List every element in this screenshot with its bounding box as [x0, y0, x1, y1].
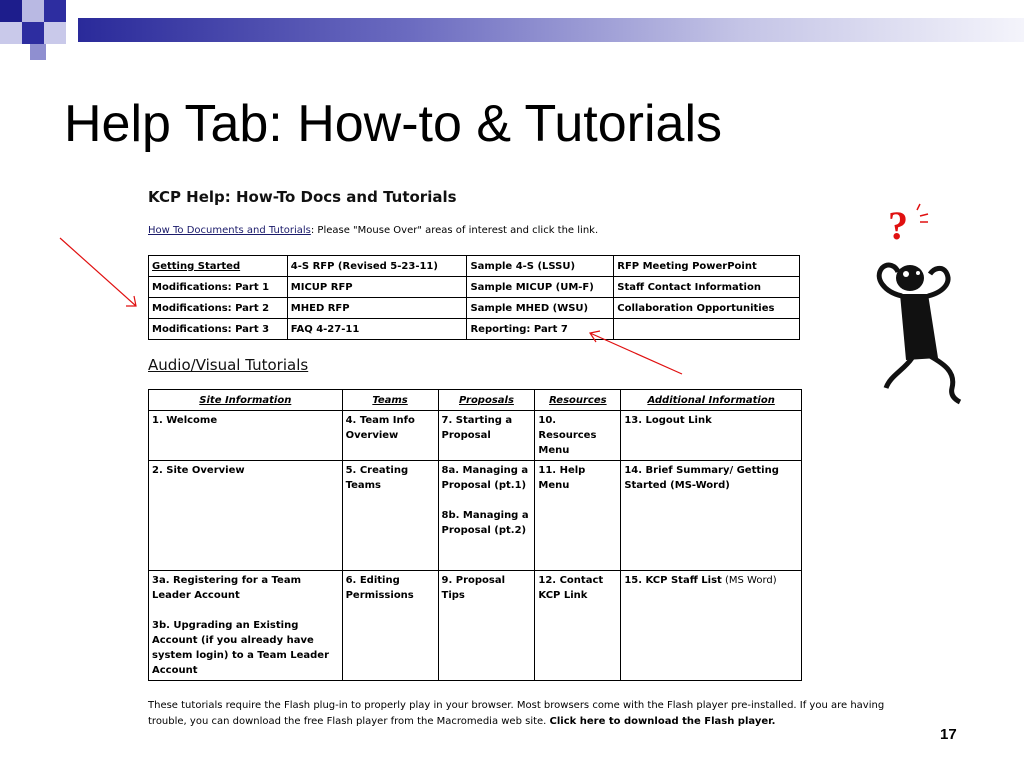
tutorial-link[interactable]: 10. Resources Menu [538, 415, 597, 456]
tutorial-link[interactable]: 8b. Managing a Proposal (pt.2) [441, 510, 529, 536]
tutorial-link[interactable]: 3a. Registering for a Team Leader Account [152, 575, 301, 601]
tutorial-link[interactable]: 2. Site Overview [152, 465, 245, 476]
howto-link[interactable]: Modifications: Part 2 [149, 298, 288, 319]
tutorial-link[interactable]: 13. Logout Link [624, 415, 712, 426]
doc-title: KCP Help: How-To Docs and Tutorials [148, 188, 457, 206]
arrow-right [590, 331, 682, 374]
howto-link[interactable]: Getting Started [149, 256, 288, 277]
howto-link[interactable]: Sample MHED (WSU) [467, 298, 614, 319]
howto-docs-link[interactable]: How To Documents and Tutorials [148, 225, 311, 236]
intro-text: : Please "Mouse Over" areas of interest and click the link. [310, 225, 599, 236]
arrow-left [60, 238, 136, 306]
tutorial-link[interactable]: 12. Contact KCP Link [538, 575, 604, 601]
tutorial-link[interactable]: 4. Team Info Overview [345, 415, 415, 441]
tutorial-link[interactable]: 15. KCP Staff List [624, 575, 722, 586]
av-tutorials-title: Audio/Visual Tutorials [148, 356, 309, 374]
howto-link[interactable]: FAQ 4-27-11 [287, 319, 467, 340]
confused-person-icon [860, 200, 990, 410]
column-header-additional-information: Additional Information [621, 390, 802, 411]
howto-link[interactable]: Modifications: Part 3 [149, 319, 288, 340]
howto-link[interactable]: Modifications: Part 1 [149, 277, 288, 298]
column-header-site-information: Site Information [149, 390, 343, 411]
tutorial-link[interactable]: 3b. Upgrading an Existing Account (if you already have system login) to a Team Leader Account [152, 620, 330, 676]
tutorial-link[interactable]: 7. Starting a Proposal [441, 415, 513, 441]
slide-title: Help Tab: How-to & Tutorials [64, 95, 722, 153]
tutorial-link[interactable]: 14. Brief Summary/ Getting Started (MS-Word) [624, 465, 779, 491]
tutorial-link[interactable]: 6. Editing Permissions [345, 575, 414, 601]
tutorial-link[interactable]: 8a. Managing a Proposal (pt.1) [441, 465, 529, 491]
column-header-teams: Teams [342, 390, 438, 411]
howto-link[interactable]: MHED RFP [287, 298, 467, 319]
howto-link[interactable]: MICUP RFP [287, 277, 467, 298]
column-header-proposals: Proposals [438, 390, 535, 411]
flash-notice-text: These tutorials require the Flash plug-in to properly play in your browser. Most browsers come with the Flash player pre-installed. If you are having trouble, you can download the free Flash player from the Macromedia web site. [148, 700, 885, 727]
tutorial-link[interactable]: 1. Welcome [152, 415, 218, 426]
file-type-note: (MS Word) [721, 575, 777, 586]
howto-link[interactable]: Staff Contact Information [614, 277, 800, 298]
question-mark-icon: ? [888, 203, 908, 248]
howto-link[interactable]: Collaboration Opportunities [614, 298, 800, 319]
page-number: 17 [940, 726, 957, 743]
tutorial-link[interactable]: 9. Proposal Tips [441, 575, 506, 601]
howto-link[interactable]: RFP Meeting PowerPoint [614, 256, 800, 277]
download-flash-link[interactable]: Click here to download the Flash player. [549, 716, 776, 727]
column-header-resources: Resources [535, 390, 621, 411]
tutorial-link[interactable]: 5. Creating Teams [345, 465, 409, 491]
howto-link[interactable]: Sample 4-S (LSSU) [467, 256, 614, 277]
howto-link[interactable]: Sample MICUP (UM-F) [467, 277, 614, 298]
tutorial-link[interactable]: 11. Help Menu [538, 465, 586, 491]
howto-link[interactable]: 4-S RFP (Revised 5-23-11) [287, 256, 467, 277]
howto-link[interactable]: Reporting: Part 7 [467, 319, 614, 340]
